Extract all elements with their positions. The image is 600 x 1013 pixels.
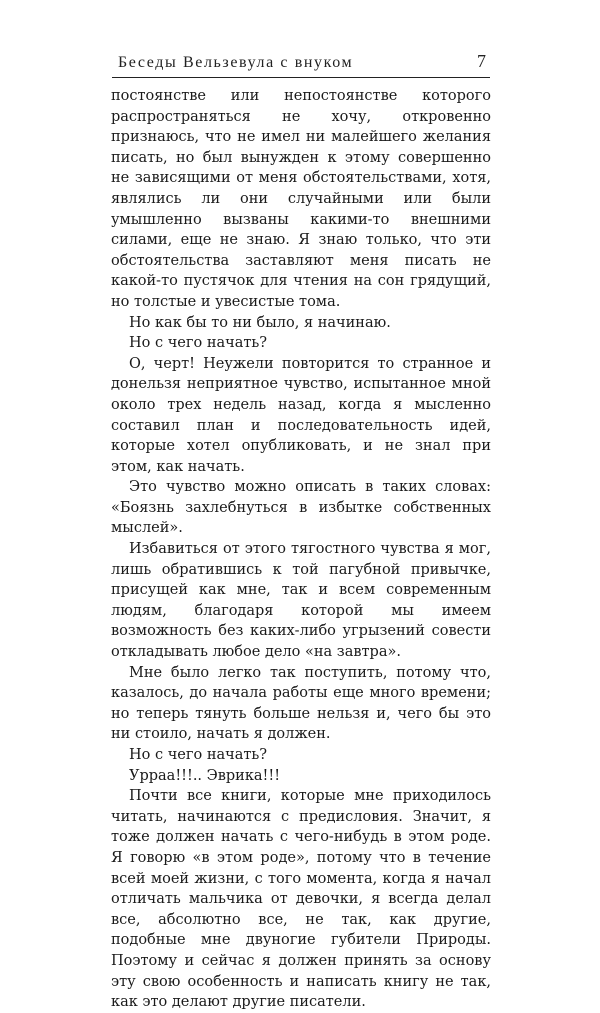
- paragraph: Избавиться от этого тягостного чувства я мог, лишь обратившись к той пагубной привычке, присущей как мне, так и всем современным людям, благодаря которой мы имеем возможность без каких-либо угрызений совести откладывать любое дело «на завтра».: [111, 541, 491, 661]
- paragraph: Урраа!!!.. Эврика!!!: [129, 767, 281, 784]
- body-text: [111, 86, 491, 1013]
- paragraph: Мне было легко так поступить, потому что, казалось, до начала работы еще много времени; но теперь тянуть больше нельзя и, чего бы это ни стоило, начать я должен.: [111, 664, 491, 743]
- paragraph: Но с чего начать?: [129, 747, 268, 763]
- running-title: Беседы Вельзевула с внуком: [118, 54, 354, 71]
- paragraph: Но с чего начать?: [129, 335, 268, 352]
- paragraph: Но как бы то ни было, я начинаю.: [129, 314, 391, 331]
- page-number: 7: [477, 51, 486, 71]
- paragraph: Почти все книги, которые мне приходилось читать, начинаются с предисловия. Значит, я тоже должен начать с чего-нибудь в этом роде. Я говорю «в этом роде», потому что в течение всей моей жизни, с того момента, когда я начал отличать мальчика от девочки, я всегда делал все, абсолютно все, не так, как другие, подобные мне двуногие губители Природы. Поэтому и сейчас я должен принять за основу эту свою особенность и написать книгу не так, как это делают другие писатели.: [111, 788, 491, 1011]
- paragraph: О, черт! Неужели повторится то странное и донельзя неприятное чувство, испытанное мной около трех недель назад, когда я мысленно составил план и последовательность идей, которые хотел опубликовать, и не знал при этом, как начать.: [111, 355, 491, 475]
- paragraph: Это чувство можно описать в таких словах: «Боязнь захлебнуться в избытке собственных мыслей».: [111, 479, 491, 537]
- running-head: [112, 49, 490, 78]
- paragraph: постоянстве или непостоянстве которого распространяться не хочу, откровенно признаюсь, что не имел ни малейшего желания писать, но был вынужден к этому совершенно не зависящими от меня обстоятельствами, хотя, являлись ли они случайными или были умышленно вызваны какими-то внешними силами, еще не знаю. Я знаю только, что эти обстоятельства заставляют меня писать не какой-то пустячок для чтения на сон грядущий, но толстые и увесистые тома.: [111, 88, 491, 310]
